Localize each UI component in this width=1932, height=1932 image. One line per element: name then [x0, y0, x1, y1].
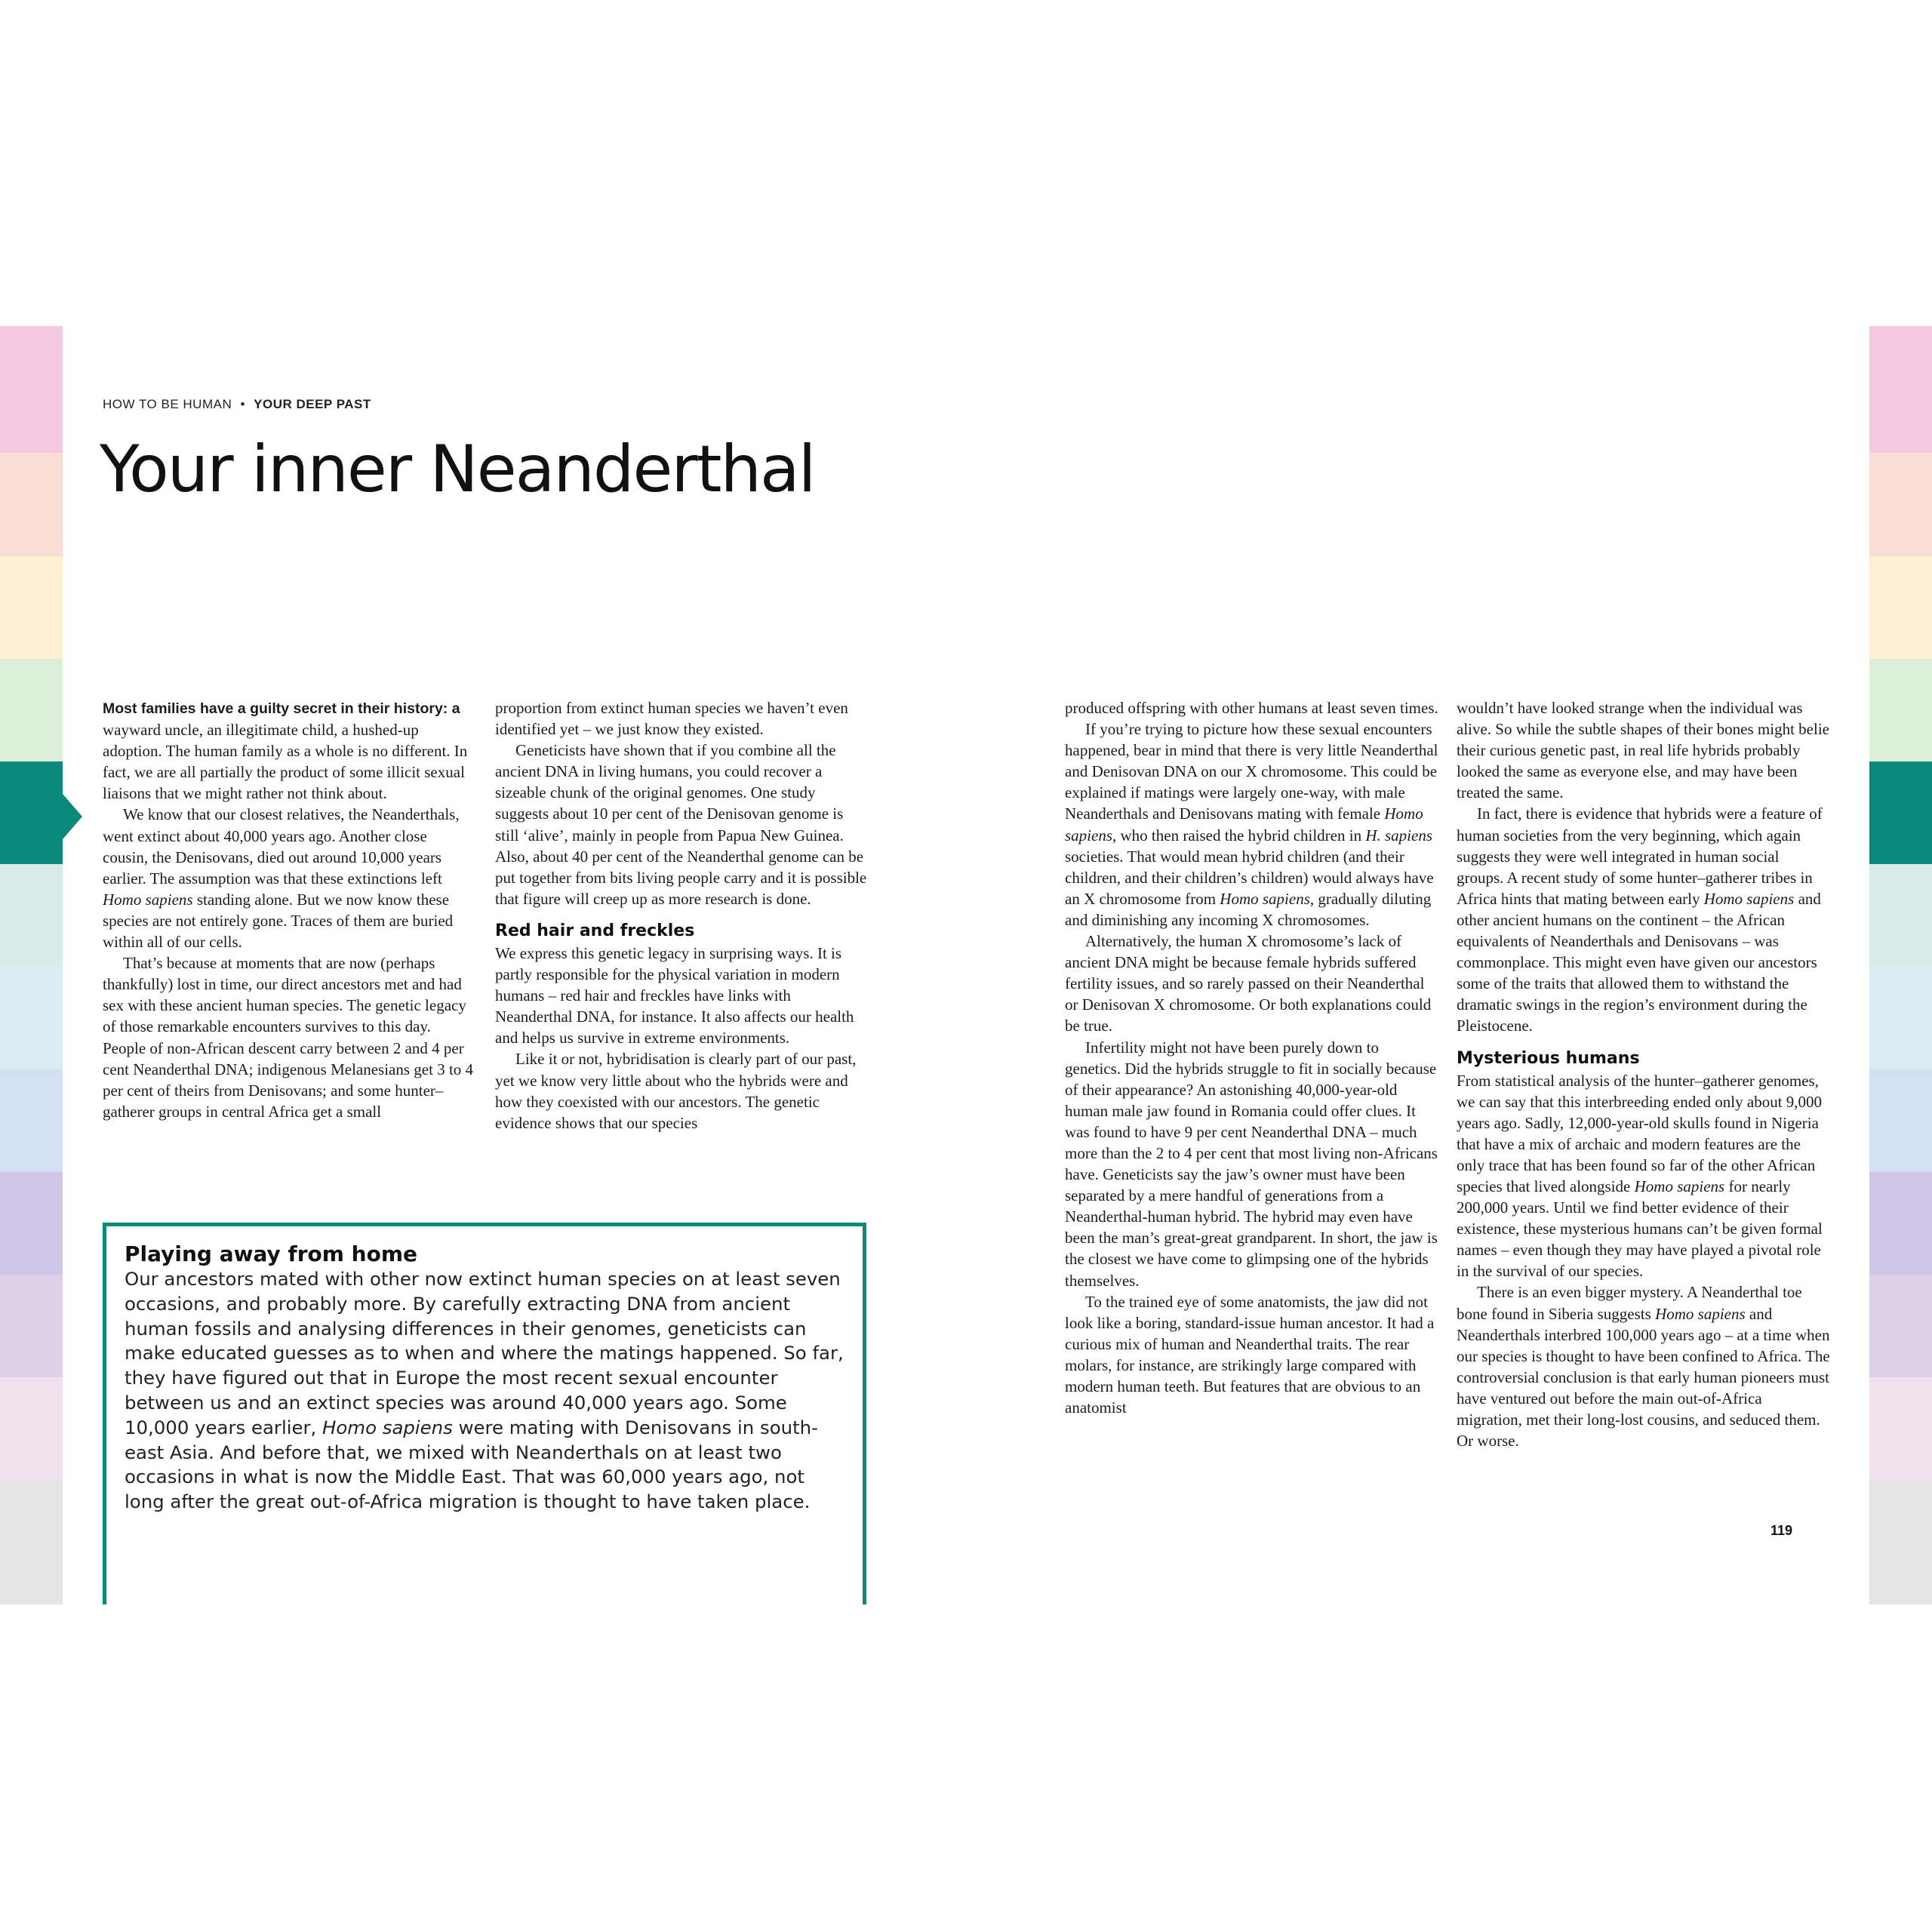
paragraph: Most families have a guilty secret in their history: a wayward uncle, an illegitimate child, a hushed-up adoption. The human family as a whole is no different. In fact, we are all partially the product of some illicit sexual liaisons that we might rather not think about.: [103, 700, 468, 803]
left-colour-tabs: [0, 326, 63, 1604]
paragraph: Alternatively, the human X chromosome’s lack of ancient DNA might be because female hybrids suffered fertility issues, and so rarely passed on their Neanderthal or Denisovan X chromosome. Or both explanations could be true.: [1065, 932, 1432, 1035]
boxout-panel: [103, 1223, 866, 1604]
colour-tab-active: [0, 761, 63, 864]
running-head: [103, 397, 371, 412]
colour-tab: [1869, 1480, 1932, 1604]
paragraph: wouldn’t have looked strange when the individual was alive. So while the subtle shapes of their bones might belie their curious genetic past, in real life hybrids probably looked the same as everyone else, and may have been treated the same.: [1457, 699, 1829, 802]
text-column-2: [495, 697, 869, 1134]
colour-tab: [1869, 967, 1932, 1069]
colour-tab: [0, 1172, 63, 1275]
lead-in: Most families have a guilty secret in their history: a: [103, 700, 460, 717]
paragraph: We know that our closest relatives, the Neanderthals, went extinct about 40,000 years ago. Another close cousin, the Denisovans, died out around 10,000 years earlier. The assumption was that these extinctions left Homo sapiens standing alone. But we now know these species are not entirely gone. Traces of them are buried within all of our cells.: [103, 805, 460, 952]
colour-tab: [1869, 1069, 1932, 1172]
colour-tab: [0, 556, 63, 659]
colour-tab: [1869, 1377, 1932, 1480]
colour-tab: [1869, 1172, 1932, 1275]
paragraph: proportion from extinct human species we haven’t even identified yet – we just know they existed.: [495, 699, 848, 739]
colour-tab: [1869, 453, 1932, 556]
colour-tab: [0, 967, 63, 1069]
paragraph: Infertility might not have been purely down to genetics. Did the hybrids struggle to fit in socially because of their appearance? An astonishing 40,000-year-old human male jaw found in Romania could offer clues. It was found to have 9 per cent Neanderthal DNA – much more than the 2 to 4 per cent that most living non-Africans have. Geneticists say the jaw’s owner must have been separated by a mere handful of generations from a Neanderthal-human hybrid. The hybrid may even have been the man’s great-great grandparent. In short, the jaw is the closest we have come to glimpsing one of the hybrids themselves.: [1065, 1038, 1438, 1290]
paragraph: produced offspring with other humans at least seven times.: [1065, 699, 1438, 717]
paragraph: If you’re trying to picture how these sexual encounters happened, bear in mind that there is very little Neanderthal and Denisovan DNA on our X chromosome. This could be explained if matings were largely one-way, with male Neanderthals and Denisovans mating with female Homo sapiens, who then raised the hybrid children in H. sapiens societies. That would mean hybrid children (and their children, and their children’s children) would always have an X chromosome from Homo sapiens, gradually diluting and diminishing any incoming X chromosomes.: [1065, 720, 1438, 929]
running-head-separator: •: [240, 397, 245, 411]
text-column-3: [1065, 697, 1438, 1418]
boxout-body: Our ancestors mated with other now extinct human species on at least seven occasions, and probably more. By carefully extracting DNA from ancient human fossils and analysing differences in their genomes, geneticists can make educated guesses as to when and where the matings happened. So far, they have figured out that in Europe the most recent sexual encounter between us and an extinct species was around 40,000 years ago. Some 10,000 years earlier, Homo sapiens were mating with Denisovans in south-east Asia. And before that, we mixed with Neanderthals on at least two occasions in what is now the Middle East. That was 60,000 years ago, not long after the great out-of-Africa migration is thought to have taken place.: [125, 1268, 844, 1513]
colour-tab: [1869, 864, 1932, 967]
page-number: 119: [1770, 1523, 1793, 1538]
running-head-section: HOW TO BE HUMAN: [103, 397, 232, 411]
paragraph: There is an even bigger mystery. A Neanderthal toe bone found in Siberia suggests Homo sapiens and Neanderthals interbred 100,000 years ago – at a time when our species is thought to have been confined to Africa. The controversial conclusion is that early human pioneers must have ventured out before the main out-of-Africa migration, met their long-lost cousins, and seduced them. Or worse.: [1457, 1283, 1830, 1451]
paragraph: Geneticists have shown that if you combine all the ancient DNA in living humans, you could recover a sizeable chunk of the original genomes. One study suggests about 10 per cent of the Denisovan genome is still ‘alive’, mainly in people from Papua New Guinea. Also, about 40 per cent of the Neanderthal genome can be put together from bits living people carry and it is possible that figure will creep up as more research is done.: [495, 741, 867, 908]
text-column-4: [1457, 697, 1830, 1451]
colour-tab: [0, 864, 63, 967]
paragraph: To the trained eye of some anatomists, the jaw did not look like a boring, standard-issue human ancestor. It had a curious mix of human and Neanderthal traits. The rear molars, for instance, are strikingly large compared with modern human teeth. But features that are obvious to an anatomist: [1065, 1292, 1435, 1417]
paragraph: In fact, there is evidence that hybrids were a feature of human societies from the very beginning, which again suggests they were well integrated in human social groups. A recent study of some hunter–gatherer tribes in Africa hints that mating between early Homo sapiens and other ancient humans on the continent – the African equivalents of Neanderthals and Denisovans – was commonplace. This might even have given our ancestors some of the traits that allowed them to withstand the dramatic swings in the region’s environment during the Pleistocene.: [1457, 804, 1823, 1035]
active-tab-arrow: [63, 794, 82, 839]
subheading-red-hair: Red hair and freckles: [495, 921, 695, 940]
paragraph: Like it or not, hybridisation is clearly part of our past, yet we know very little about who the hybrids were and how they coexisted with our ancestors. The genetic evidence shows that our species: [495, 1050, 857, 1132]
right-colour-tabs: [1869, 326, 1932, 1604]
page-title: Your inner Neanderthal: [100, 432, 815, 507]
colour-tab: [0, 1480, 63, 1604]
colour-tab-active: [1869, 761, 1932, 864]
colour-tab: [0, 326, 63, 453]
colour-tab: [1869, 326, 1932, 453]
running-head-chapter: YOUR DEEP PAST: [254, 397, 371, 411]
subheading-mysterious-humans: Mysterious humans: [1457, 1048, 1640, 1068]
boxout-title: Playing away from home: [125, 1241, 418, 1266]
text-column-1: [103, 697, 476, 1122]
colour-tab: [1869, 659, 1932, 761]
colour-tab: [0, 1377, 63, 1480]
colour-tab: [1869, 556, 1932, 659]
colour-tab: [0, 1275, 63, 1377]
paragraph: From statistical analysis of the hunter–gatherer genomes, we can say that this interbreeding ended only about 9,000 years ago. Sadly, 12,000-year-old skulls found in Nigeria that have a mix of archaic and modern features are the only trace that has been found so far of the other African species that lived alongside Homo sapiens for nearly 200,000 years. Until we find better evidence of their existence, these mysterious humans can’t be given formal names – even though they may have played a pivotal role in the survival of our species.: [1457, 1071, 1823, 1281]
paragraph: That’s because at moments that are now (perhaps thankfully) lost in time, our direct ancestors met and had sex with these ancient human species. The genetic legacy of those remarkable encounters survives to this day. People of non-African descent carry between 2 and 4 per cent Neanderthal DNA; indigenous Melanesians get 3 to 4 per cent of theirs from Denisovans; and some hunter–gatherer groups in central Africa get a small: [103, 954, 474, 1121]
colour-tab: [1869, 1275, 1932, 1377]
paragraph: We express this genetic legacy in surprising ways. It is partly responsible for the physical variation in modern humans – red hair and freckles have links with Neanderthal DNA, for instance. It also affects our health and helps us survive in extreme environments.: [495, 943, 854, 1048]
colour-tab: [0, 453, 63, 556]
colour-tab: [0, 659, 63, 761]
colour-tab: [0, 1069, 63, 1172]
